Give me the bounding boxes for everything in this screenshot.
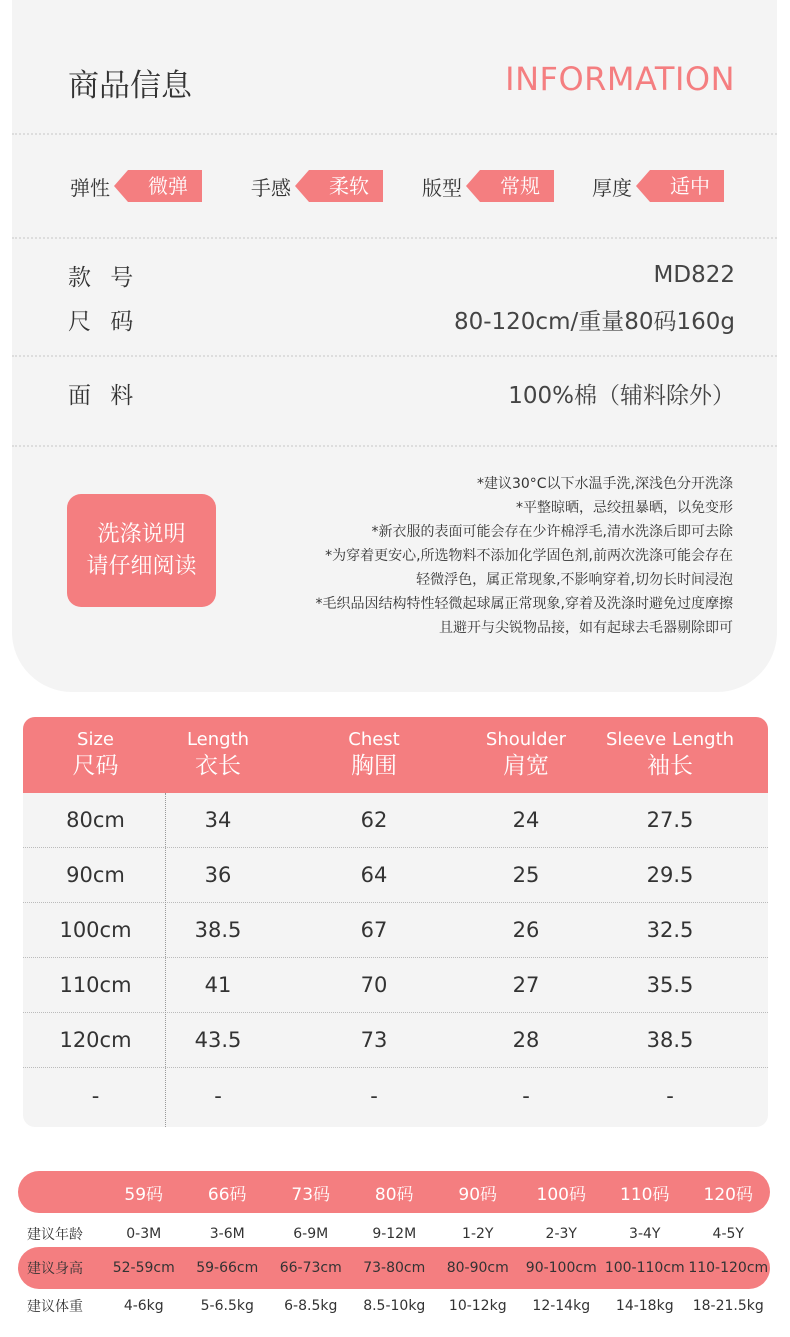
attribute-tag: 常规 [480, 170, 554, 202]
table-cell: 28 [512, 1028, 540, 1052]
style-number-label: 款 号 [68, 264, 140, 291]
washing-line: *新衣服的表面可能会存在少许棉浮毛,清水洗涤后即可去除 [371, 524, 733, 540]
table-cell: 73 [360, 1028, 388, 1052]
divider [12, 237, 777, 239]
washing-line: *为穿着更安心,所选物料不添加化学固色剂,前两次洗涤可能会存在 [325, 548, 733, 564]
fabric-label: 面 料 [68, 382, 140, 409]
attribute-elasticity [70, 170, 202, 202]
style-number-value: MD822 [653, 262, 735, 288]
table-cell: - [666, 1083, 674, 1108]
size-cell: 73码 [291, 1184, 331, 1205]
header-length [168, 717, 268, 793]
attribute-thickness [592, 170, 724, 202]
height-cell: 80-90cm [446, 1260, 509, 1276]
size-range-value: 80-120cm/重量80码160g [453, 308, 735, 335]
table-cell: 38.5 [646, 1028, 694, 1052]
weight-cell: 4-6kg [123, 1298, 164, 1314]
weight-cell: 12-14kg [532, 1298, 591, 1314]
attribute-label: 版型 [422, 175, 462, 200]
column-divider [165, 793, 166, 1127]
washing-line: *建议30°C以下水温手洗,深浅色分开洗涤 [476, 476, 733, 492]
table-cell: 27 [512, 973, 540, 997]
table-row [23, 958, 768, 1013]
size-cell: 80码 [374, 1184, 414, 1205]
age-cell: 6-9M [293, 1226, 329, 1242]
header-cn: 肩宽 [503, 753, 549, 779]
age-cell: 2-3Y [545, 1226, 577, 1242]
table-row [23, 793, 768, 848]
header-en: Shoulder [485, 729, 567, 750]
height-cell: 59-66cm [196, 1260, 259, 1276]
attribute-label: 厚度 [592, 175, 632, 200]
table-cell: 64 [360, 863, 388, 887]
header-cn: 胸围 [351, 753, 397, 779]
table-cell: - [91, 1083, 100, 1108]
row-label: 建议体重 [27, 1299, 83, 1315]
age-cell: 3-4Y [629, 1226, 661, 1242]
weight-row [18, 1289, 770, 1323]
weight-cell: 6-8.5kg [284, 1298, 338, 1314]
attribute-fit [422, 170, 554, 202]
height-row [18, 1247, 770, 1289]
table-cell: 27.5 [646, 808, 694, 832]
weight-cell: 10-12kg [448, 1298, 507, 1314]
weight-cell: 8.5-10kg [363, 1298, 426, 1314]
header-en: Sleeve Length [605, 729, 735, 750]
table-row [23, 903, 768, 958]
size-cell: 120码 [703, 1184, 753, 1205]
fabric-row [68, 373, 735, 413]
row-label: 建议身高 [27, 1261, 83, 1277]
weight-cell: 14-18kg [615, 1298, 674, 1314]
height-cell: 66-73cm [279, 1260, 342, 1276]
height-cell: 90-100cm [525, 1260, 597, 1276]
table-row [23, 1068, 768, 1123]
attribute-feel [251, 170, 383, 202]
washing-badge-line2: 请仔细阅读 [86, 553, 197, 579]
size-range-row [68, 299, 735, 339]
header-size [23, 717, 168, 793]
table-cell: 29.5 [646, 863, 694, 887]
attribute-tag: 微弹 [128, 170, 202, 202]
table-cell: 120cm [59, 1028, 132, 1052]
divider [12, 355, 777, 357]
attribute-label: 手感 [251, 175, 291, 200]
table-cell: - [522, 1083, 530, 1108]
table-cell: 24 [512, 808, 540, 832]
table-row [23, 848, 768, 903]
table-cell: 43.5 [194, 1028, 242, 1052]
product-info-card [12, 0, 777, 692]
table-cell: 38.5 [194, 918, 242, 942]
header-chest [268, 717, 480, 793]
header-cn: 袖长 [647, 753, 693, 779]
header-cn: 尺码 [72, 753, 119, 779]
table-cell: 70 [360, 973, 388, 997]
table-cell: 25 [512, 863, 540, 887]
size-range-label: 尺 码 [68, 308, 140, 335]
attribute-tag: 柔软 [309, 170, 383, 202]
size-cell: 59码 [124, 1184, 164, 1205]
table-cell: 100cm [59, 918, 132, 942]
size-header-row [18, 1171, 770, 1213]
weight-cell: 5-6.5kg [200, 1298, 254, 1314]
table-cell: - [214, 1083, 222, 1108]
header-en: Size [77, 729, 114, 750]
washing-line: *毛织品因结构特性轻微起球属正常现象,穿着及洗涤时避免过度摩擦 [315, 596, 733, 612]
header-shoulder [480, 717, 572, 793]
row-label: 建议年龄 [27, 1227, 83, 1243]
washing-instructions-badge [67, 494, 216, 607]
age-row [18, 1217, 770, 1251]
washing-line: 轻微浮色，属正常现象,不影响穿着,切勿长时间浸泡 [416, 572, 733, 588]
attribute-label: 弹性 [70, 175, 110, 200]
table-cell: 62 [360, 808, 388, 832]
table-row [23, 1013, 768, 1068]
fabric-value: 100%棉（辅料除外） [508, 382, 735, 409]
size-cell: 66码 [207, 1184, 247, 1205]
table-cell: 67 [360, 918, 388, 942]
size-cell: 90码 [458, 1184, 498, 1205]
age-cell: 1-2Y [462, 1226, 494, 1242]
table-cell: 90cm [66, 863, 125, 887]
size-chart-header [23, 717, 768, 793]
header-en: Chest [348, 729, 400, 750]
section-title: 商品信息 [68, 68, 192, 104]
table-cell: 26 [512, 918, 540, 942]
height-cell: 110-120cm [688, 1260, 769, 1276]
table-cell: 41 [204, 973, 232, 997]
size-cell: 110码 [620, 1184, 670, 1205]
height-cell: 73-80cm [363, 1260, 426, 1276]
table-cell: - [370, 1083, 378, 1108]
height-cell: 52-59cm [112, 1260, 175, 1276]
table-cell: 110cm [59, 973, 132, 997]
table-cell: 32.5 [646, 918, 694, 942]
section-title-en: INFORMATION [505, 60, 735, 98]
table-cell: 34 [204, 808, 232, 832]
washing-line: *平整晾晒，忌绞扭暴晒，以免变形 [516, 500, 733, 516]
divider [12, 133, 777, 135]
age-cell: 4-5Y [712, 1226, 744, 1242]
age-cell: 9-12M [372, 1226, 417, 1242]
age-cell: 0-3M [126, 1226, 162, 1242]
header-en: Length [186, 729, 250, 750]
divider [12, 445, 777, 447]
table-cell: 36 [204, 863, 232, 887]
style-number-row [68, 255, 735, 295]
washing-instructions-text [316, 472, 733, 640]
size-chart-table [23, 717, 768, 1127]
size-cell: 100码 [536, 1184, 586, 1205]
washing-line: 且避开与尖锐物品接，如有起球去毛器剔除即可 [439, 620, 733, 636]
height-cell: 100-110cm [604, 1260, 685, 1276]
washing-badge-line1: 洗涤说明 [97, 521, 186, 547]
size-chart-body [23, 793, 768, 1123]
weight-cell: 18-21.5kg [692, 1298, 764, 1314]
table-cell: 35.5 [646, 973, 694, 997]
header-sleeve-length [572, 717, 768, 793]
table-cell: 80cm [66, 808, 125, 832]
age-cell: 3-6M [209, 1226, 245, 1242]
header-cn: 衣长 [195, 753, 241, 779]
attribute-tag: 适中 [650, 170, 724, 202]
